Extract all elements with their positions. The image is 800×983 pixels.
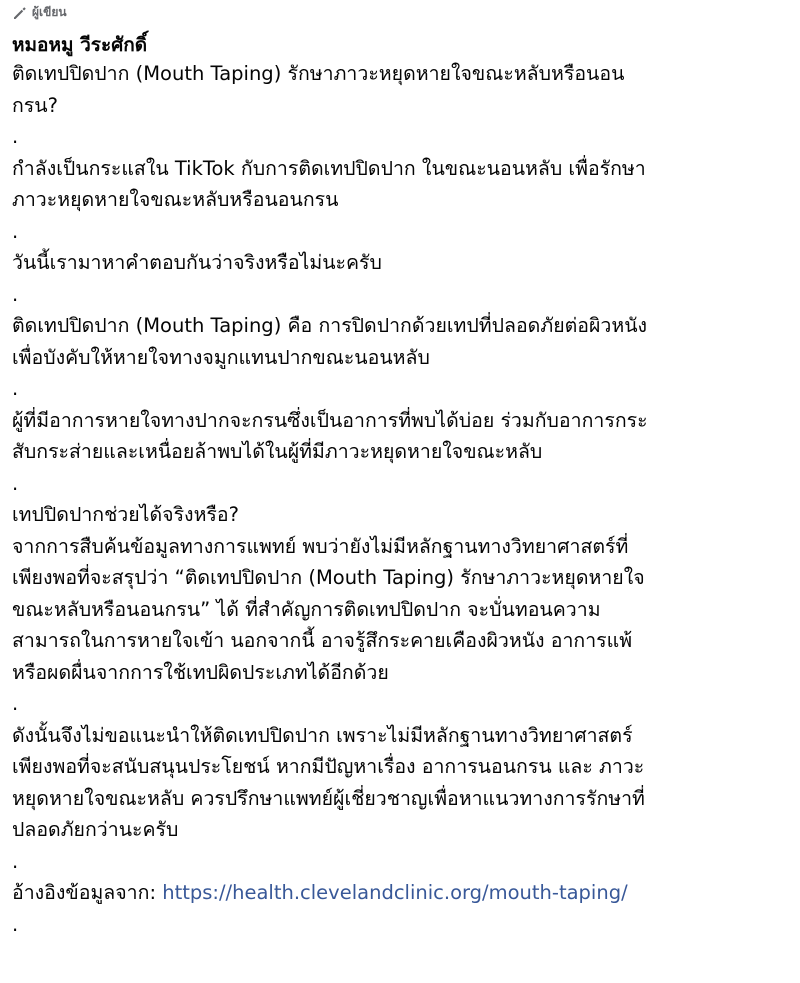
post-line: เพื่อบังคับให้หายใจทางจมูกแทนปากขณะนอนหลับ	[12, 345, 430, 369]
post-line: หรือผดผื่นจากการใช้เทปผิดประเภทได้อีกด้วย	[12, 660, 389, 684]
post-separator-dot: .	[12, 282, 19, 306]
post-line: เพียงพอที่จะสนับสนุนประโยชน์ หากมีปัญหาเรื่อง อาการนอนกรน และ ภาวะ	[12, 755, 645, 778]
post-line: ภาวะหยุดหายใจขณะหลับหรือนอนกรน	[12, 188, 339, 211]
post-separator-dot: .	[12, 692, 19, 715]
reference-link[interactable]: https://health.clevelandclinic.org/mouth-taping/	[162, 881, 628, 904]
post-separator-dot: .	[12, 912, 19, 936]
post-line: กรน?	[12, 93, 58, 117]
post-body	[12, 58, 792, 940]
post-line: ปลอดภัยกว่านะครับ	[12, 818, 179, 841]
reference-label: อ้างอิงข้อมูลจาก:	[12, 881, 163, 904]
post-line: ขณะหลับหรือนอนกรน” ได้ ที่สำคัญการติดเทปปิดปาก จะบั่นทอนความ	[12, 597, 601, 621]
post-separator-dot: .	[12, 849, 19, 873]
post-line: สามารถในการหายใจเข้า นอกจากนี้ อาจรู้สึกระคายเคืองผิวหนัง อาการแพ้	[12, 629, 633, 652]
post-line: สับกระส่ายและเหนื่อยล้าพบได้ในผู้ที่มีภาวะหยุดหายใจขณะหลับ	[12, 440, 543, 463]
post-separator-dot: .	[12, 219, 19, 243]
post-line: วันนี้เรามาหาคำตอบกันว่าจริงหรือไม่นะครับ	[12, 251, 382, 274]
post-line: เทปปิดปากช่วยได้จริงหรือ?	[12, 503, 239, 526]
post-separator-dot: .	[12, 125, 19, 148]
post-line: ติดเทปปิดปาก (Mouth Taping) รักษาภาวะหยุดหายใจขณะหลับหรือนอน	[12, 62, 625, 85]
post-separator-dot: .	[12, 471, 19, 495]
post-line: หยุดหายใจขณะหลับ ควรปรึกษาแพทย์ผู้เชี่ยวชาญเพื่อหาแนวทางการรักษาที่	[12, 786, 645, 810]
author-role-badge	[12, 3, 67, 22]
post-line: ผู้ที่มีอาการหายใจทางปากจะกรนซึ่งเป็นอาการที่พบได้บ่อย ร่วมกับอาการกระ	[12, 408, 648, 432]
post-line: จากการสืบค้นข้อมูลทางการแพทย์ พบว่ายังไม่มีหลักฐานทางวิทยาศาสตร์ที่	[12, 534, 629, 558]
post-line: ติดเทปปิดปาก (Mouth Taping) คือ การปิดปากด้วยเทปที่ปลอดภัยต่อผิวหนัง	[12, 314, 648, 337]
role-badge-label: ผู้เขียน	[32, 5, 67, 19]
post-line: กำลังเป็นกระแสใน TikTok กับการติดเทปปิดปาก ในขณะนอนหลับ เพื่อรักษา	[12, 156, 646, 180]
post-line: ดังนั้นจึงไม่ขอแนะนำให้ติดเทปปิดปาก เพราะไม่มีหลักฐานทางวิทยาศาสตร์	[12, 723, 633, 747]
reference-line	[12, 877, 792, 909]
post-separator-dot: .	[12, 377, 19, 400]
post-line: เพียงพอที่จะสรุปว่า “ติดเทปปิดปาก (Mouth Taping) รักษาภาวะหยุดหายใจ	[12, 566, 645, 589]
author-name[interactable]: หมอหมู วีระศักดิ์	[12, 34, 148, 56]
pencil-icon	[12, 5, 28, 21]
